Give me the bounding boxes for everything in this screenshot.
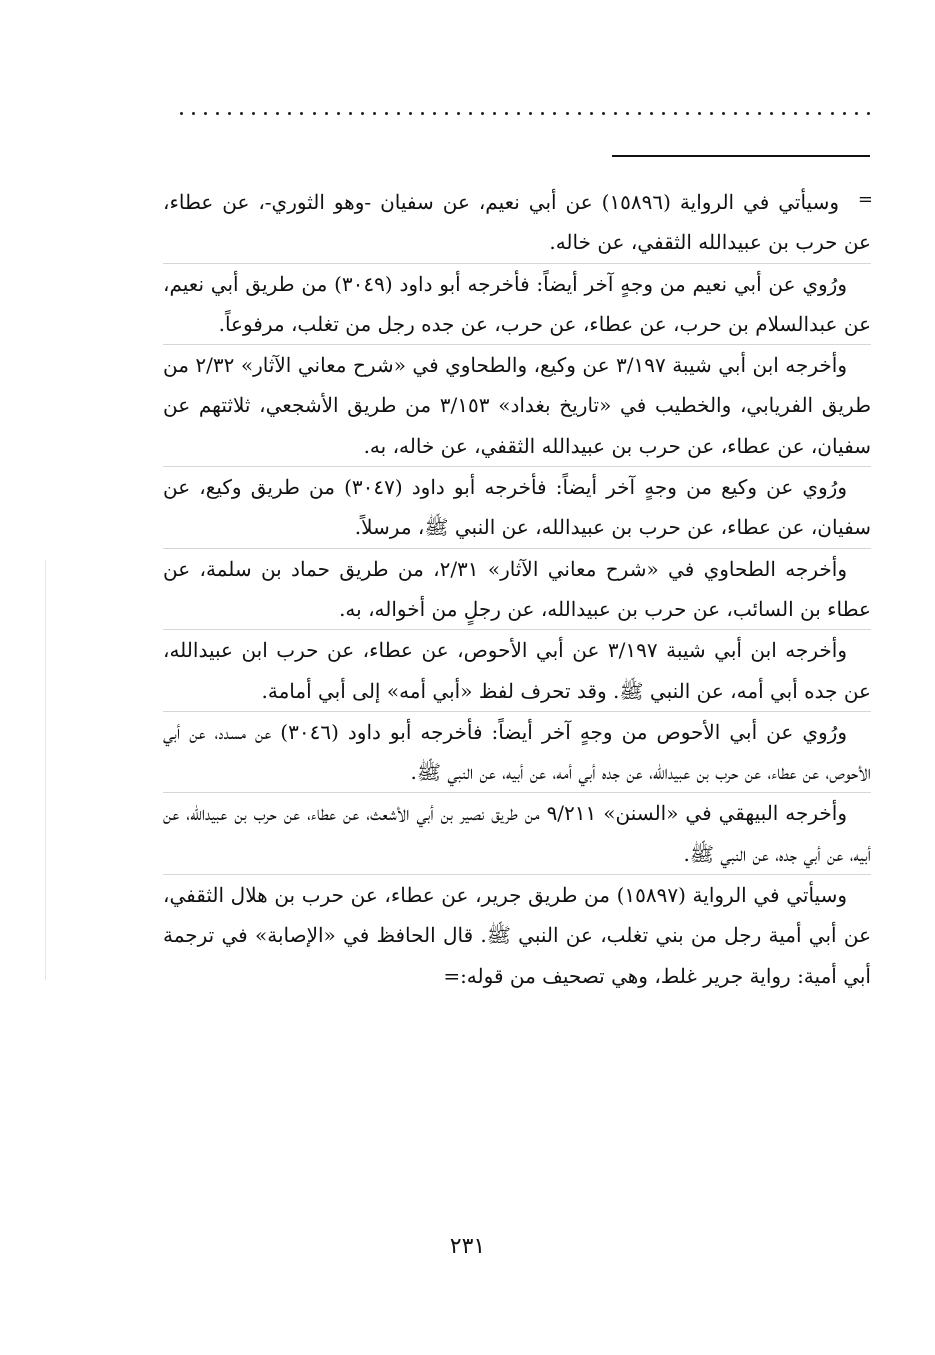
separator-dot [445, 112, 448, 115]
separator-dot [541, 112, 544, 115]
separator-dot [686, 112, 689, 115]
separator-dot [614, 112, 617, 115]
footnote-rule [612, 155, 870, 157]
separator-dot [361, 112, 364, 115]
separator-dot [300, 112, 303, 115]
separator-dot [240, 112, 243, 115]
footnote-paragraph: وأخرجه ابن أبي شيبة ٣/١٩٧ عن أبي الأحوص، عن عطاء، عن حرب ابن عبيدالله، عن جده أبي أمه، عن النبي ﷺ. وقد تحرف لفظ «أبي أمه» إلى أبي أمامة. [163, 630, 871, 712]
scan-edge-line [45, 560, 46, 980]
footnote-text [163, 182, 871, 996]
separator-dot [818, 112, 821, 115]
footnote-paragraph: وأخرجه ابن أبي شيبة ٣/١٩٧ عن وكيع، والطحاوي في «شرح معاني الآثار» ٢/٣٢ من طريق الفريابي، والخطيب في «تاريخ بغداد» ٣/١٥٣ من طريق الأشجعي، ثلاثتهم عن سفيان، عن عطاء، عن حرب بن عبيدالله الثقفي، عن خاله، به. [163, 345, 871, 467]
separator-dot [867, 112, 870, 115]
separator-dot [843, 112, 846, 115]
page-number: ٢٣١ [449, 1234, 486, 1259]
separator-dot [481, 112, 484, 115]
separator-dot [710, 112, 713, 115]
separator-dot [228, 112, 231, 115]
separator-dot [180, 112, 183, 115]
footnote-paragraph: وأخرجه البيهقي في «السنن» ٩/٢١١ من طريق نصير بن أبي الأشعث، عن عطاء، عن حرب بن عبيدالله، عن أبيه، عن أبي جده، عن النبي ﷺ. [163, 793, 871, 875]
continuation-mark: = [857, 189, 873, 210]
separator-dot [722, 112, 725, 115]
separator-dot [469, 112, 472, 115]
separator-dot [650, 112, 653, 115]
separator-dot [505, 112, 508, 115]
separator-dot [553, 112, 556, 115]
separator-dot [626, 112, 629, 115]
separator-dot [758, 112, 761, 115]
separator-dot [337, 112, 340, 115]
separator-dot [457, 112, 460, 115]
separator-dot [409, 112, 412, 115]
footnote-paragraph: ورُوي عن وكيع من وجهٍ آخر أيضاً: فأخرجه أبو داود (٣٠٤٧) من طريق وكيع، عن سفيان، عن عطاء، عن حرب بن عبيدالله، عن النبي ﷺ، مرسلاً. [163, 467, 871, 549]
separator-dot [746, 112, 749, 115]
separator-dot [397, 112, 400, 115]
separator-dot [276, 112, 279, 115]
separator-dot [264, 112, 267, 115]
separator-dot [578, 112, 581, 115]
separator-dot [529, 112, 532, 115]
separator-dot [638, 112, 641, 115]
separator-dot [734, 112, 737, 115]
separator-dot [855, 112, 858, 115]
separator-dot [373, 112, 376, 115]
separator-dot [288, 112, 291, 115]
dotted-separator [180, 106, 870, 120]
separator-dot [602, 112, 605, 115]
separator-dot [566, 112, 569, 115]
separator-dot [216, 112, 219, 115]
footnote-paragraph: وسيأتي في الرواية (١٥٨٩٧) من طريق جرير، عن عطاء، عن حرب بن هلال الثقفي، عن أبي أمية رجل من بني تغلب، عن النبي ﷺ. قال الحافظ في «الإصابة» في ترجمة أبي أمية: رواية جرير غلط، وهي تصحيف من قوله:= [163, 883, 871, 988]
separator-dot [313, 112, 316, 115]
separator-dot [698, 112, 701, 115]
separator-dot [493, 112, 496, 115]
separator-dot [192, 112, 195, 115]
footnote-paragraph [163, 182, 871, 264]
footnote-paragraph: ورُوي عن أبي الأحوص من وجهٍ آخر أيضاً: فأخرجه أبو داود (٣٠٤٦) عن مسدد، عن أبي الأحوص، عن عطاء، عن حرب بن عبيدالله، عن جده أبي أمه، عن أبيه، عن النبي ﷺ. [163, 712, 871, 794]
separator-dot [794, 112, 797, 115]
separator-dot [204, 112, 207, 115]
separator-dot [325, 112, 328, 115]
separator-dot [674, 112, 677, 115]
separator-dot [782, 112, 785, 115]
separator-dot [421, 112, 424, 115]
footnote-paragraph: وأخرجه الطحاوي في «شرح معاني الآثار» ٢/٣١، من طريق حماد بن سلمة، عن عطاء بن السائب، عن حرب بن عبيدالله، عن رجلٍ من أخواله، به. [163, 549, 871, 631]
separator-dot [252, 112, 255, 115]
separator-dot [662, 112, 665, 115]
separator-dot [385, 112, 388, 115]
paragraph-text: وسيأتي في الرواية (١٥٨٩٦) عن أبي نعيم، عن سفيان -وهو الثوري-، عن عطاء، عن حرب بن عبيدالله الثقفي، عن خاله. [163, 190, 871, 255]
separator-dot [349, 112, 352, 115]
separator-dot [517, 112, 520, 115]
separator-dot [433, 112, 436, 115]
separator-dot [770, 112, 773, 115]
separator-dot [590, 112, 593, 115]
separator-dot [806, 112, 809, 115]
footnote-paragraph: ورُوي عن أبي نعيم من وجهٍ آخر أيضاً: فأخرجه أبو داود (٣٠٤٩) من طريق أبي نعيم، عن عبدالسلام بن حرب، عن عطاء، عن حرب، عن جده رجل من تغلب، مرفوعاً. [163, 264, 871, 346]
separator-dot [831, 112, 834, 115]
